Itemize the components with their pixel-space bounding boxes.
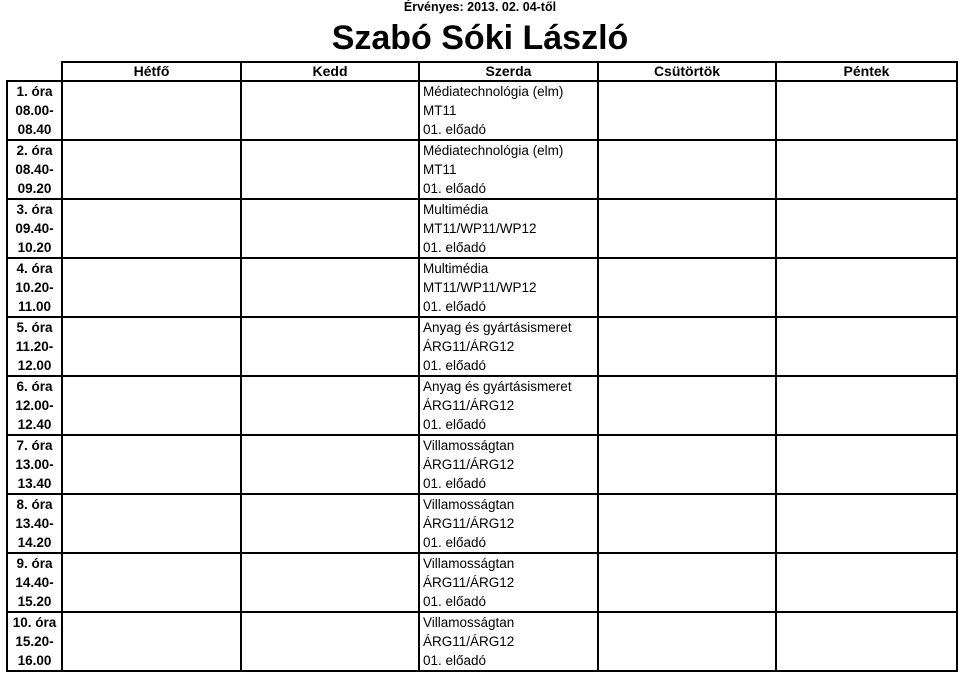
day-header-tuesday: Kedd [241, 62, 419, 81]
lesson-cell-tuesday [241, 553, 419, 612]
lesson-class: ÁRG11/ÁRG12 [423, 457, 515, 472]
timetable [6, 61, 958, 672]
lesson-subject: Villamosságtan [423, 556, 515, 571]
lesson-cell-thursday [598, 376, 776, 435]
lesson-subject: Multimédia [423, 202, 489, 217]
day-header-friday: Péntek [776, 62, 957, 81]
lesson-cell-thursday [598, 494, 776, 553]
lesson-class: ÁRG11/ÁRG12 [423, 339, 515, 354]
lesson-cell-monday [62, 376, 241, 435]
lesson-class: MT11/WP11/WP12 [423, 280, 537, 295]
period-to: 08.40 [17, 122, 52, 137]
lesson-room: 01. előadó [423, 653, 487, 668]
lesson-cell-tuesday [241, 435, 419, 494]
lesson-cell-wednesday [419, 376, 598, 435]
period-row [7, 376, 957, 435]
lesson-subject: Médiatechnológia (elm) [423, 84, 564, 99]
lesson-cell-wednesday [419, 140, 598, 199]
period-label: 9. óra [16, 556, 53, 571]
lesson-cell-tuesday [241, 494, 419, 553]
lesson-cell-wednesday [419, 494, 598, 553]
period-cell [7, 612, 62, 671]
period-from: 11.20- [15, 339, 54, 354]
lesson-cell-monday [62, 494, 241, 553]
period-cell [7, 140, 62, 199]
lesson-room: 01. előadó [423, 594, 487, 609]
period-row [7, 435, 957, 494]
period-cell [7, 494, 62, 553]
lesson-room: 01. előadó [423, 122, 487, 137]
lesson-cell-wednesday [419, 199, 598, 258]
lesson-class: MT11 [423, 162, 457, 177]
lesson-subject: Médiatechnológia (elm) [423, 143, 564, 158]
period-label: 10. óra [12, 615, 57, 630]
lesson-cell-friday [776, 376, 957, 435]
period-label: 6. óra [16, 379, 53, 394]
period-row [7, 140, 957, 199]
lesson-room: 01. előadó [423, 535, 487, 550]
period-to: 12.40 [17, 417, 52, 432]
lesson-subject: Villamosságtan [423, 497, 515, 512]
lesson-room: 01. előadó [423, 181, 487, 196]
lesson-subject: Villamosságtan [423, 438, 515, 453]
lesson-cell-thursday [598, 612, 776, 671]
period-to: 13.40 [17, 476, 52, 491]
lesson-subject: Multimédia [423, 261, 489, 276]
period-to: 12.00 [17, 358, 52, 373]
lesson-room: 01. előadó [423, 417, 487, 432]
lesson-cell-monday [62, 199, 241, 258]
lesson-cell-thursday [598, 553, 776, 612]
period-label: 3. óra [16, 202, 53, 217]
validity-note: Érvényes: 2013. 02. 04-től [403, 0, 557, 14]
period-label: 2. óra [16, 143, 53, 158]
lesson-class: ÁRG11/ÁRG12 [423, 516, 515, 531]
lesson-cell-wednesday [419, 258, 598, 317]
lesson-cell-monday [62, 140, 241, 199]
period-cell [7, 258, 62, 317]
lesson-cell-tuesday [241, 258, 419, 317]
lesson-class: ÁRG11/ÁRG12 [423, 634, 515, 649]
lesson-room: 01. előadó [423, 358, 487, 373]
lesson-cell-friday [776, 435, 957, 494]
lesson-cell-tuesday [241, 199, 419, 258]
lesson-cell-tuesday [241, 612, 419, 671]
period-to: 15.20 [17, 594, 52, 609]
period-to: 09.20 [17, 181, 52, 196]
lesson-cell-friday [776, 199, 957, 258]
day-header-wednesday: Szerda [419, 62, 598, 81]
period-to: 16.00 [17, 653, 52, 668]
lesson-cell-thursday [598, 435, 776, 494]
lesson-cell-monday [62, 81, 241, 140]
lesson-cell-monday [62, 258, 241, 317]
lesson-cell-thursday [598, 317, 776, 376]
lesson-room: 01. előadó [423, 240, 487, 255]
period-cell [7, 81, 62, 140]
lesson-subject: Anyag és gyártásismeret [423, 379, 572, 394]
period-row [7, 199, 957, 258]
period-from: 15.20- [15, 634, 54, 649]
lesson-cell-tuesday [241, 140, 419, 199]
period-to: 11.00 [17, 299, 52, 314]
lesson-class: MT11/WP11/WP12 [423, 221, 537, 236]
period-row [7, 317, 957, 376]
period-from: 13.00- [15, 457, 54, 472]
period-from: 08.00- [15, 103, 54, 118]
period-from: 10.20- [15, 280, 54, 295]
period-to: 10.20 [17, 240, 52, 255]
day-header-monday: Hétfő [62, 62, 241, 81]
day-header-thursday: Csütörtök [598, 62, 776, 81]
lesson-cell-wednesday [419, 553, 598, 612]
period-row [7, 612, 957, 671]
lesson-cell-monday [62, 435, 241, 494]
lesson-class: MT11 [423, 103, 457, 118]
period-row [7, 553, 957, 612]
period-cell [7, 553, 62, 612]
lesson-subject: Villamosságtan [423, 615, 515, 630]
period-from: 08.40- [15, 162, 54, 177]
lesson-cell-thursday [598, 199, 776, 258]
period-cell [7, 317, 62, 376]
period-row [7, 81, 957, 140]
lesson-class: ÁRG11/ÁRG12 [423, 575, 515, 590]
lesson-cell-monday [62, 553, 241, 612]
lesson-cell-thursday [598, 140, 776, 199]
period-label: 7. óra [16, 438, 53, 453]
corner-cell [7, 62, 62, 81]
period-row [7, 258, 957, 317]
period-cell [7, 199, 62, 258]
day-header-row [7, 62, 957, 81]
lesson-cell-friday [776, 612, 957, 671]
period-from: 14.40- [15, 575, 54, 590]
teacher-name-title: Szabó Sóki László [331, 19, 629, 57]
lesson-cell-thursday [598, 258, 776, 317]
lesson-cell-wednesday [419, 317, 598, 376]
period-label: 5. óra [16, 320, 53, 335]
period-label: 4. óra [16, 261, 53, 276]
lesson-cell-wednesday [419, 612, 598, 671]
lesson-cell-wednesday [419, 81, 598, 140]
lesson-cell-wednesday [419, 435, 598, 494]
period-to: 14.20 [17, 535, 52, 550]
lesson-room: 01. előadó [423, 299, 487, 314]
lesson-subject: Anyag és gyártásismeret [423, 320, 572, 335]
lesson-cell-friday [776, 317, 957, 376]
period-from: 12.00- [15, 398, 54, 413]
period-label: 1. óra [16, 84, 53, 99]
lesson-cell-friday [776, 258, 957, 317]
lesson-cell-thursday [598, 81, 776, 140]
lesson-class: ÁRG11/ÁRG12 [423, 398, 515, 413]
lesson-cell-friday [776, 140, 957, 199]
lesson-room: 01. előadó [423, 476, 487, 491]
period-label: 8. óra [16, 497, 53, 512]
period-cell [7, 435, 62, 494]
lesson-cell-friday [776, 494, 957, 553]
lesson-cell-tuesday [241, 81, 419, 140]
lesson-cell-tuesday [241, 376, 419, 435]
lesson-cell-monday [62, 317, 241, 376]
lesson-cell-friday [776, 553, 957, 612]
period-cell [7, 376, 62, 435]
lesson-cell-friday [776, 81, 957, 140]
period-from: 13.40- [15, 516, 54, 531]
lesson-cell-monday [62, 612, 241, 671]
lesson-cell-tuesday [241, 317, 419, 376]
period-row [7, 494, 957, 553]
period-from: 09.40- [15, 221, 54, 236]
